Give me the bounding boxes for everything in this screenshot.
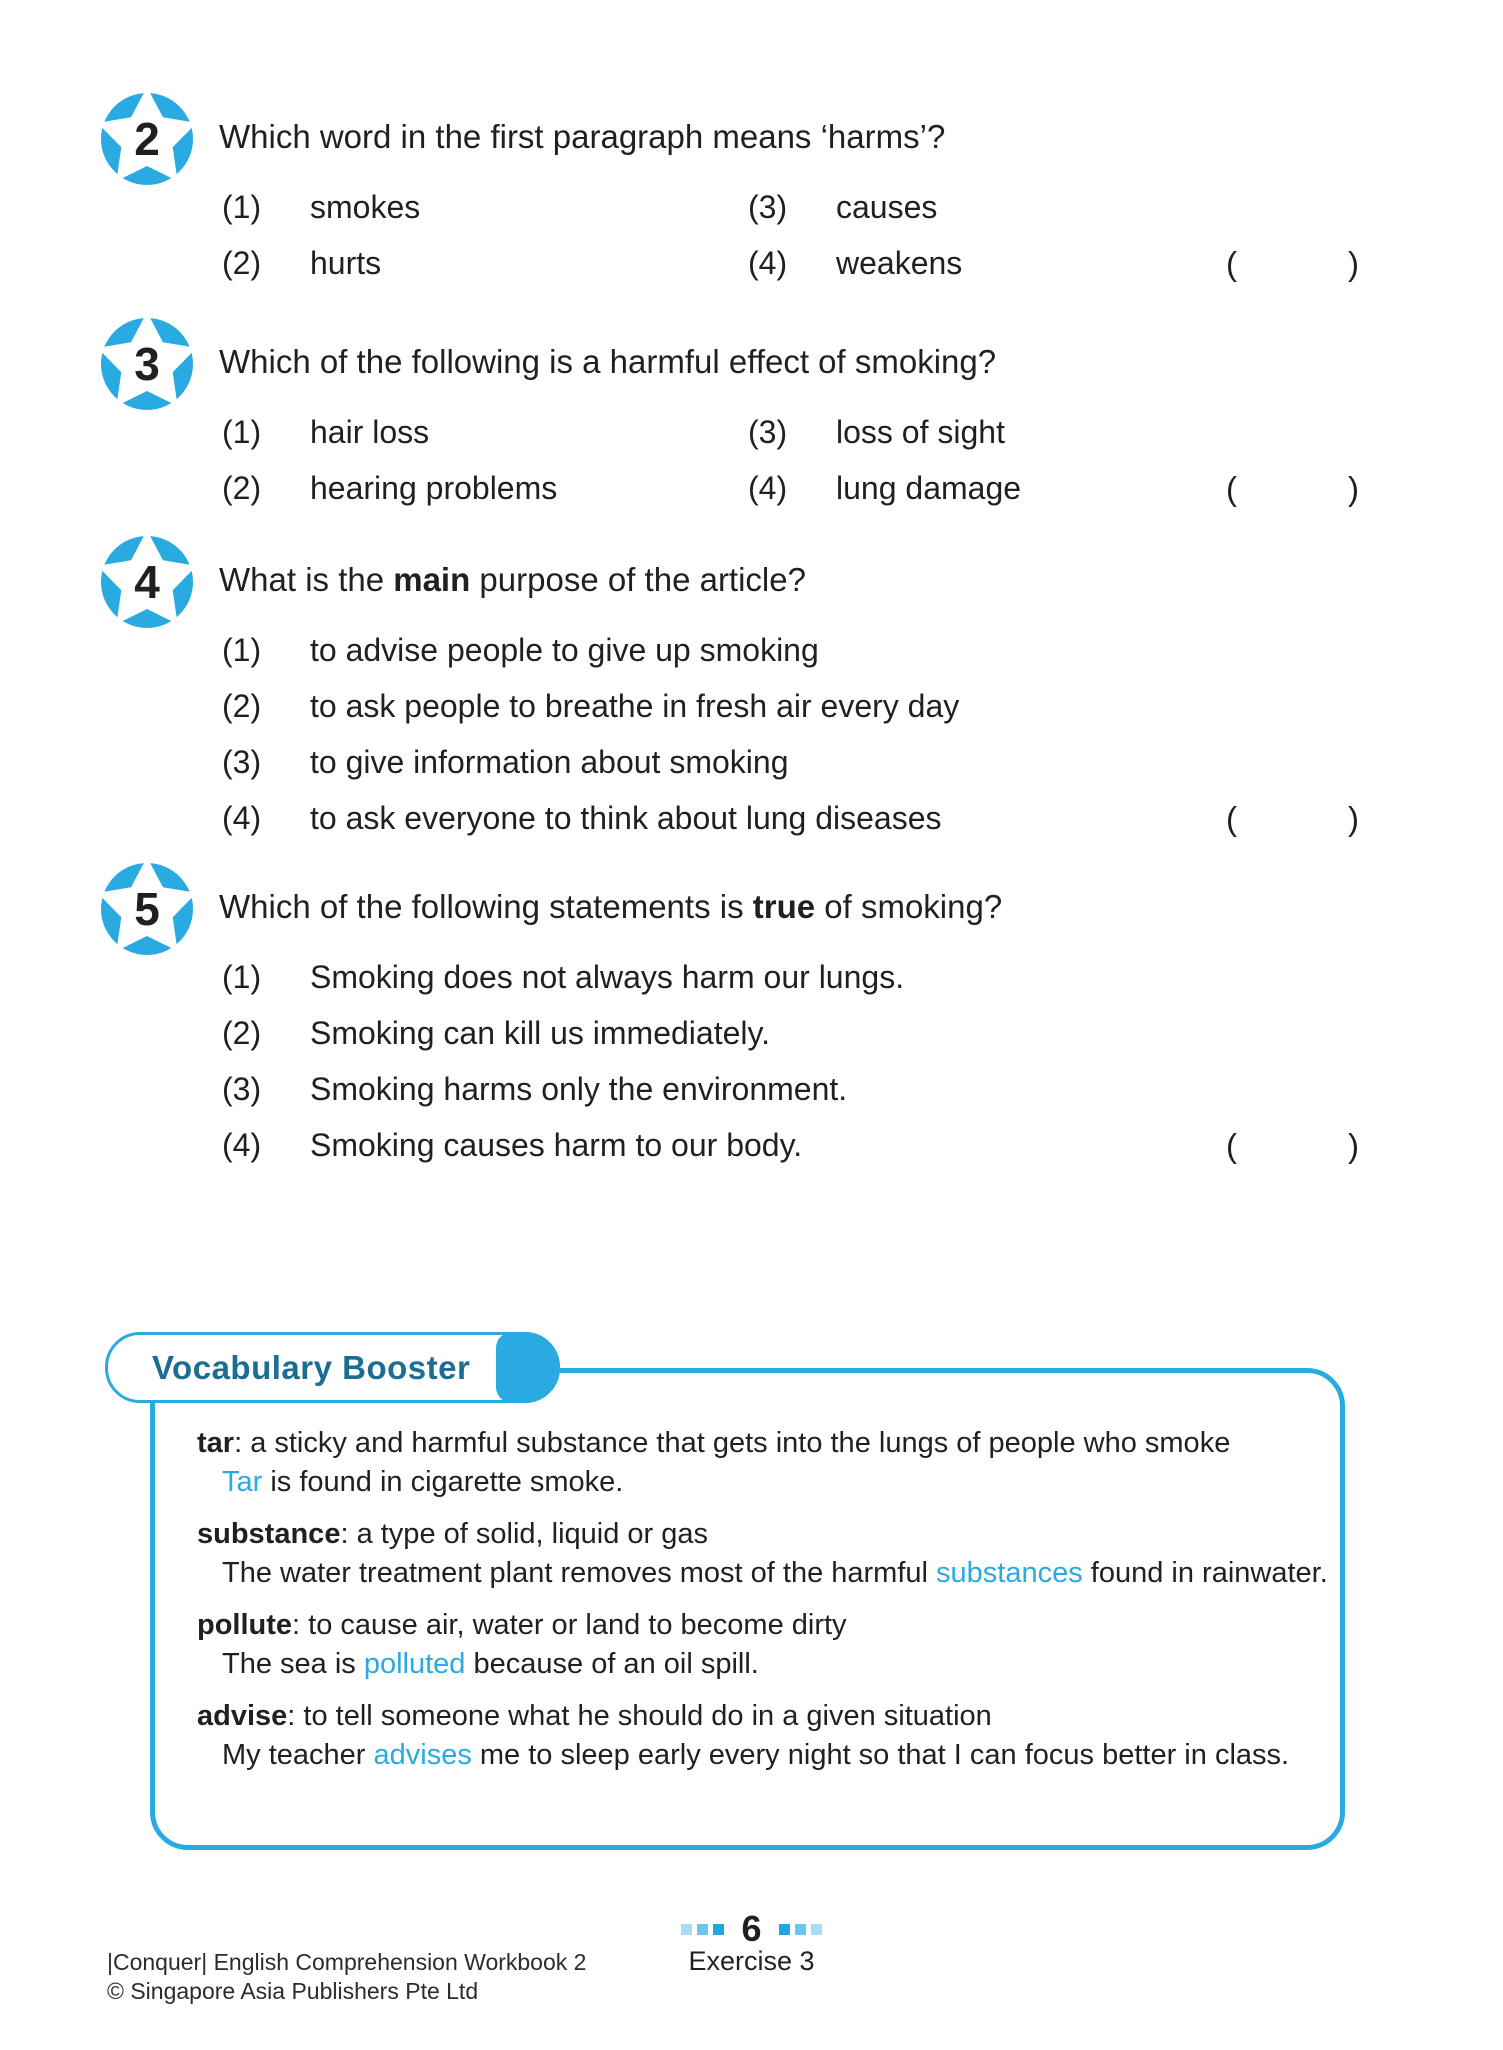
question-2-options [222,189,1359,301]
question-number: 2 [134,113,160,165]
option-1: (1) smokes [222,189,421,225]
vocab-example: The water treatment plant removes most of the harmful substances found in rainwater. [222,1557,1328,1589]
option-2: (2) hurts [222,245,382,281]
question-number: 5 [134,883,160,935]
question-text: What is the main purpose of the article? [219,561,806,598]
page-number-row [0,1908,1503,1949]
imprint-line-2: © Singapore Asia Publishers Pte Ltd [107,1978,479,2004]
star-badge-icon [97,530,197,630]
vocabulary-entries [197,1424,1342,1788]
option-row [222,414,1359,470]
decor-square-icon [681,1924,692,1935]
option-row: (2) Smoking can kill us immediately. [222,1015,771,1051]
option-row: (2) to ask people to breathe in fresh air every day [222,688,960,724]
option-row: (4) to ask everyone to think about lung diseases ( ) [222,800,1359,837]
page-number: 6 [741,1908,762,1949]
vocab-example: My teacher advises me to sleep early every night so that I can focus better in class. [222,1739,1290,1771]
vocab-definition: substance: a type of solid, liquid or gas [197,1518,708,1550]
question-5-head [97,857,1359,957]
question-number: 3 [134,338,160,390]
vocab-definition: tar: a sticky and harmful substance that gets into the lungs of people who smoke [197,1427,1231,1459]
decor-square-icon [713,1924,724,1935]
star-badge-icon [97,312,197,412]
vocab-entry-advise [197,1697,1342,1775]
question-5-options [222,959,1359,1183]
option-3: (3) loss of sight [748,414,1005,450]
question-3 [97,312,1359,526]
option-row: (1) Smoking does not always harm our lungs. [222,959,905,995]
decor-square-icon [779,1924,790,1935]
option-1: (1) hair loss [222,414,430,450]
option-row [222,245,1359,301]
vocab-definition: pollute: to cause air, water or land to become dirty [197,1609,847,1641]
vocabulary-booster-tab [105,1332,560,1403]
question-2-head [97,87,1359,187]
decor-square-icon [811,1924,822,1935]
question-text: Which of the following statements is true of smoking? [219,888,1003,925]
answer-blank: ( ) [1226,1127,1359,1164]
option-row [222,470,1359,526]
question-text: Which of the following is a harmful effect of smoking? [219,343,997,380]
decor-square-icon [795,1924,806,1935]
vocab-entry-pollute [197,1606,1342,1684]
question-3-options [222,414,1359,526]
option-row: (3) Smoking harms only the environment. [222,1071,848,1107]
option-row: (3) to give information about smoking [222,744,789,780]
vocabulary-booster-heading: Vocabulary Booster [152,1348,471,1386]
question-text: Which word in the first paragraph means ‘harms’? [219,118,946,155]
option-row: (4) Smoking causes harm to our body. ( ) [222,1127,1359,1164]
star-badge-icon [97,857,197,957]
star-badge-icon [97,87,197,187]
question-4-options [222,632,1359,856]
question-3-head [97,312,1359,412]
exercise-label: Exercise 3 [688,1946,815,1976]
question-4-head [97,530,1359,630]
question-number: 4 [134,556,160,608]
vocab-definition: advise: to tell someone what he should do in a given situation [197,1700,992,1732]
question-5 [97,857,1359,1183]
option-4: (4) weakens [748,245,963,281]
vocab-entry-substance [197,1515,1342,1593]
option-4: (4) lung damage [748,470,1022,506]
vocab-entry-tar [197,1424,1342,1502]
answer-blank: ( ) [1226,800,1359,837]
option-row [222,189,1359,245]
decor-square-icon [697,1924,708,1935]
option-2: (2) hearing problems [222,470,558,506]
imprint [107,1948,586,2006]
imprint-line-1: |Conquer| English Comprehension Workbook 2 [107,1949,587,1975]
question-4 [97,530,1359,856]
answer-blank: ( ) [1226,245,1359,282]
vocab-example: Tar is found in cigarette smoke. [222,1466,624,1498]
option-row: (1) to advise people to give up smoking [222,632,819,668]
question-2 [97,87,1359,301]
vocab-example: The sea is polluted because of an oil spill. [222,1648,759,1680]
option-3: (3) causes [748,189,938,225]
answer-blank: ( ) [1226,470,1359,507]
